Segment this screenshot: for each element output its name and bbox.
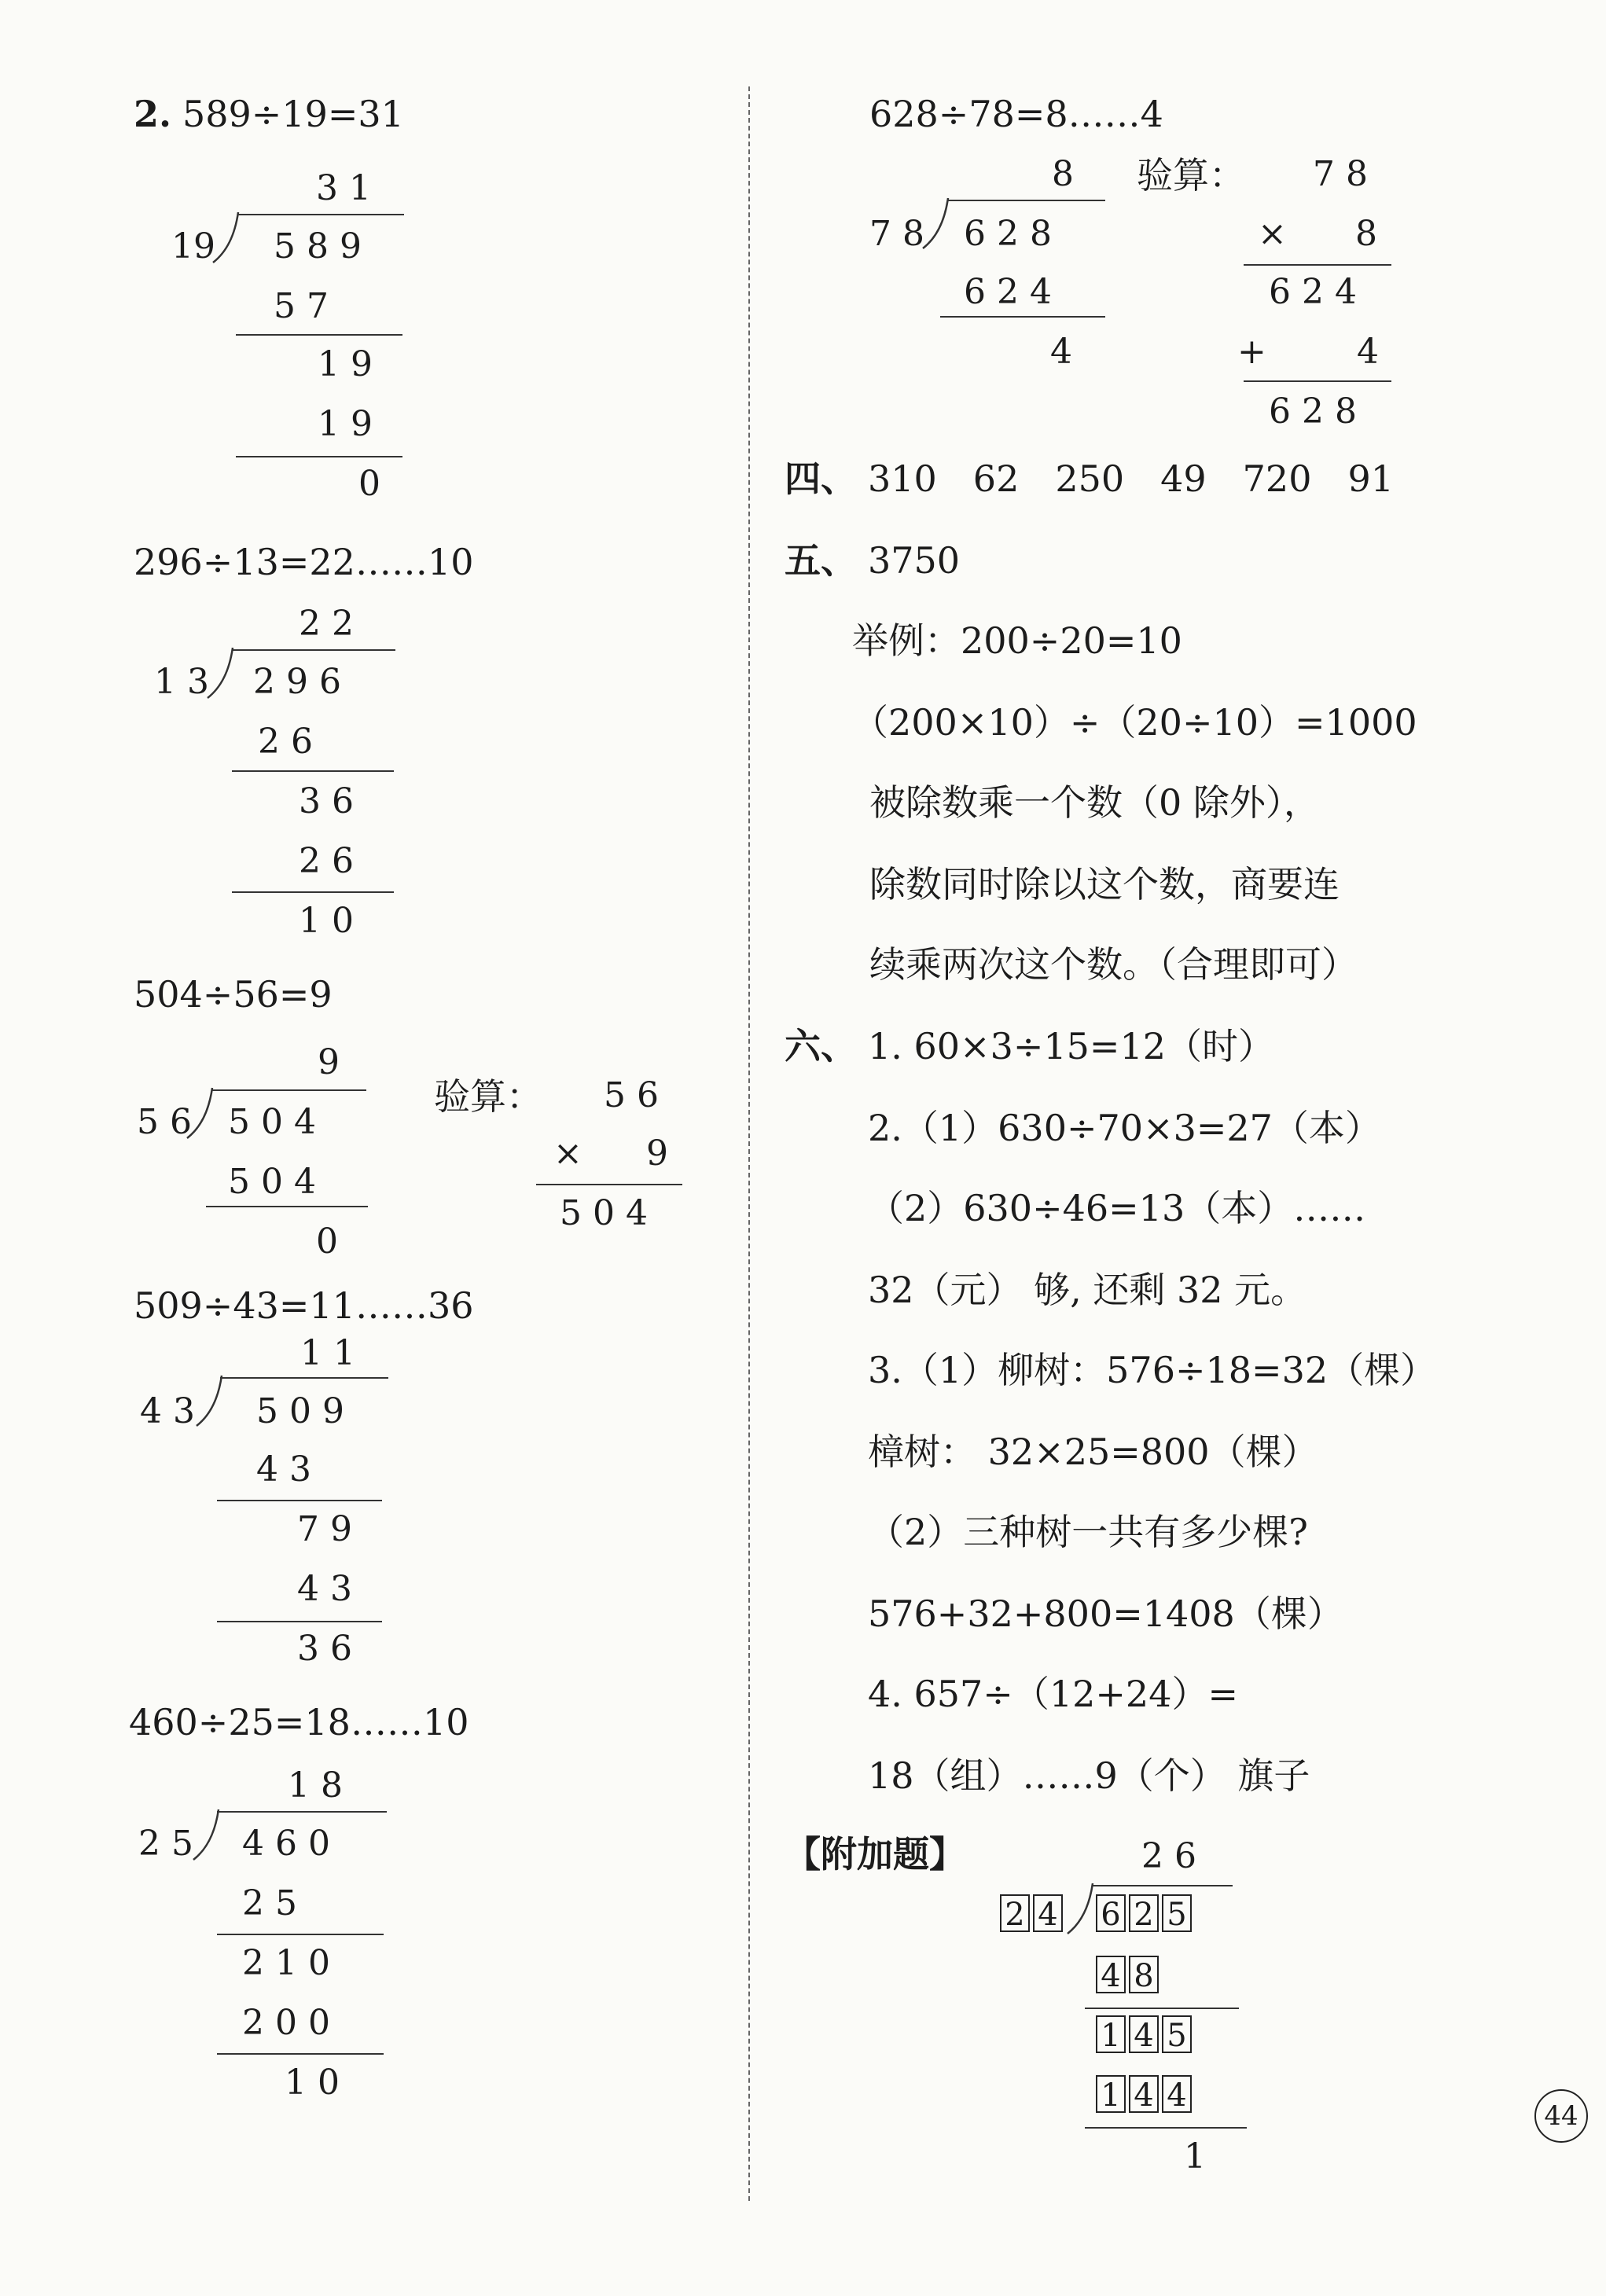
remainder-line: 2 1 0 <box>242 1943 330 1983</box>
check-multiplicand: 7 8 <box>1313 154 1368 194</box>
equation: 589÷19=31 <box>182 93 404 135</box>
answer-line: 4. 657÷（12+24）= <box>868 1673 1239 1715</box>
subtraction-line <box>217 1621 382 1622</box>
answer-line: 576+32+800=1408（棵） <box>868 1593 1343 1635</box>
partial-product: 2 5 <box>242 1883 297 1923</box>
division-bracket <box>1063 1882 1094 1937</box>
remainder-line: 1 9 <box>318 344 373 384</box>
digit-box: 6 <box>1096 1894 1126 1932</box>
equation: 504÷56=9 <box>134 973 333 1016</box>
final-remainder: 1 0 <box>299 901 354 941</box>
page-number: 44 <box>1534 2089 1588 2143</box>
division-bar <box>212 1089 366 1091</box>
division-bar <box>948 200 1105 201</box>
check-label: 验算： <box>1137 154 1245 197</box>
bonus-label: 【附加题】 <box>785 1833 965 1875</box>
bonus-final-remainder: 1 <box>1184 2136 1206 2177</box>
division-bracket <box>189 1808 220 1863</box>
bonus-quotient: 2 6 <box>1141 1836 1196 1876</box>
check-remainder: 4 <box>1357 332 1379 372</box>
long-division-divisor: 4 3 <box>140 1391 195 1431</box>
answer: 3750 <box>868 539 961 582</box>
subtraction-line <box>232 891 394 893</box>
digit-box: 4 <box>1096 1956 1126 1993</box>
explanation-line: 被除数乘一个数（0 除外）， <box>869 781 1320 824</box>
long-division-divisor: 19 <box>171 226 215 266</box>
division-bracket <box>192 1374 223 1429</box>
long-division-quotient: 3 1 <box>316 168 371 208</box>
division-bar <box>232 649 395 651</box>
answers-list: 310 62 250 49 720 91 <box>868 457 1394 500</box>
partial-product: 4 3 <box>256 1449 311 1490</box>
check-partial-product: 6 2 4 <box>1269 272 1357 312</box>
long-division-dividend: 5 0 4 <box>228 1102 316 1142</box>
digit-box: 1 <box>1096 2015 1126 2053</box>
answer-line: 2.（1）630÷70×3=27（本） <box>868 1107 1381 1149</box>
subtraction-line <box>940 316 1105 318</box>
multiply-sign: × <box>1258 214 1287 254</box>
digit-box: 1 <box>1096 2075 1126 2113</box>
long-division-divisor: 2 5 <box>138 1824 193 1864</box>
equation: 296÷13=22……10 <box>134 541 474 583</box>
answer-line: 3.（1）柳树：576÷18=32（棵） <box>868 1349 1437 1391</box>
long-division-dividend: 4 6 0 <box>242 1824 330 1864</box>
division-bar <box>217 1811 387 1813</box>
final-remainder: 3 6 <box>297 1629 352 1669</box>
division-bracket <box>208 211 240 266</box>
check-result: 6 2 8 <box>1269 391 1357 432</box>
long-division-quotient: 9 <box>318 1042 340 1082</box>
section-label: 五、 <box>785 539 857 582</box>
bonus-remainder-line <box>1096 2015 1195 2053</box>
check-product: 5 0 4 <box>560 1193 648 1233</box>
multiplication-line <box>1244 264 1391 266</box>
bonus-partial-product <box>1096 1956 1162 1993</box>
equation: 628÷78=8……4 <box>869 93 1163 135</box>
example-line: 举例：200÷20=10 <box>852 619 1182 662</box>
division-bracket <box>203 646 234 701</box>
subtraction-line <box>217 1934 384 1935</box>
digit-box: 5 <box>1162 1894 1192 1932</box>
remainder-line: 7 9 <box>297 1509 352 1549</box>
division-bracket <box>918 197 950 252</box>
subtraction-line <box>232 770 394 772</box>
digit-box: 5 <box>1162 2015 1192 2053</box>
long-division-divisor: 1 3 <box>154 662 209 702</box>
partial-product: 6 2 4 <box>964 272 1052 312</box>
long-division-divisor: 5 6 <box>137 1102 192 1142</box>
digit-box: 4 <box>1162 2075 1192 2113</box>
partial-product: 2 0 0 <box>242 2003 330 2043</box>
answer-line: 樟树： 32×25=800（棵） <box>868 1431 1318 1473</box>
digit-box: 4 <box>1129 2075 1159 2113</box>
bonus-partial-product <box>1096 2075 1195 2113</box>
division-bar <box>1093 1885 1233 1886</box>
subtraction-line <box>206 1206 368 1207</box>
remainder-line: 3 6 <box>299 781 354 821</box>
subtraction-line <box>217 2053 384 2055</box>
long-division-dividend: 5 8 9 <box>274 226 362 266</box>
long-division-divisor: 7 8 <box>869 214 924 254</box>
partial-product: 5 7 <box>274 286 329 326</box>
section-label: 六、 <box>785 1025 857 1067</box>
answer-line: 32（元） 够, 还剩 32 元。 <box>868 1269 1307 1311</box>
multiplication-line <box>536 1184 682 1185</box>
final-remainder: 0 <box>316 1221 338 1262</box>
multiply-sign: × <box>553 1133 582 1174</box>
digit-box: 8 <box>1129 1956 1159 1993</box>
addition-line <box>1244 380 1391 382</box>
long-division-quotient: 1 1 <box>300 1333 355 1373</box>
long-division-quotient: 2 2 <box>299 604 354 644</box>
answer-line: 18（组）……9（个） 旗子 <box>868 1754 1310 1797</box>
long-division-dividend: 2 9 6 <box>253 662 341 702</box>
subtraction-line <box>1085 2127 1247 2129</box>
digit-box: 2 <box>1129 1894 1159 1932</box>
check-multiplicand: 5 6 <box>604 1075 659 1115</box>
subtraction-line <box>236 456 402 457</box>
partial-product: 4 3 <box>297 1569 352 1609</box>
long-division-quotient: 1 8 <box>288 1765 343 1806</box>
subtraction-line <box>217 1500 382 1501</box>
partial-product: 2 6 <box>258 722 313 762</box>
answer-line: 1. 60×3÷15=12（时） <box>868 1025 1275 1067</box>
bonus-divisor <box>1000 1894 1066 1932</box>
check-label: 验算： <box>434 1075 542 1118</box>
answer-line: （2）三种树一共有多少棵? <box>868 1511 1308 1553</box>
section-label: 四、 <box>785 457 857 500</box>
plus-sign: + <box>1237 332 1266 372</box>
division-bracket <box>182 1086 214 1141</box>
division-bar <box>237 214 404 215</box>
final-remainder: 4 <box>1050 332 1072 372</box>
final-remainder: 1 0 <box>285 2063 340 2103</box>
check-multiplier: 8 <box>1355 214 1377 254</box>
partial-product: 5 0 4 <box>228 1162 316 1202</box>
long-division-dividend: 5 0 9 <box>256 1391 344 1431</box>
example-line: （200×10）÷（20÷10）=1000 <box>852 701 1417 744</box>
subtraction-line <box>236 334 402 336</box>
equation: 460÷25=18……10 <box>129 1701 469 1743</box>
long-division-quotient: 8 <box>1052 154 1074 194</box>
partial-product: 1 9 <box>318 404 373 444</box>
bonus-dividend <box>1096 1894 1195 1932</box>
digit-box: 4 <box>1129 2015 1159 2053</box>
explanation-line: 除数同时除以这个数，商要连 <box>869 863 1340 906</box>
final-remainder: 0 <box>358 464 380 504</box>
division-bar <box>220 1377 388 1379</box>
question-number: 2. <box>134 93 172 135</box>
column-separator <box>748 86 750 2201</box>
long-division-dividend: 6 2 8 <box>964 214 1052 254</box>
digit-box: 4 <box>1033 1894 1063 1932</box>
answer-line: （2）630÷46=13（本）…… <box>868 1187 1366 1229</box>
explanation-line: 续乘两次这个数。（合理即可） <box>869 943 1358 986</box>
partial-product: 2 6 <box>299 841 354 881</box>
digit-box: 2 <box>1000 1894 1030 1932</box>
check-multiplier: 9 <box>646 1133 668 1174</box>
subtraction-line <box>1085 2008 1239 2009</box>
equation: 509÷43=11……36 <box>134 1284 474 1327</box>
